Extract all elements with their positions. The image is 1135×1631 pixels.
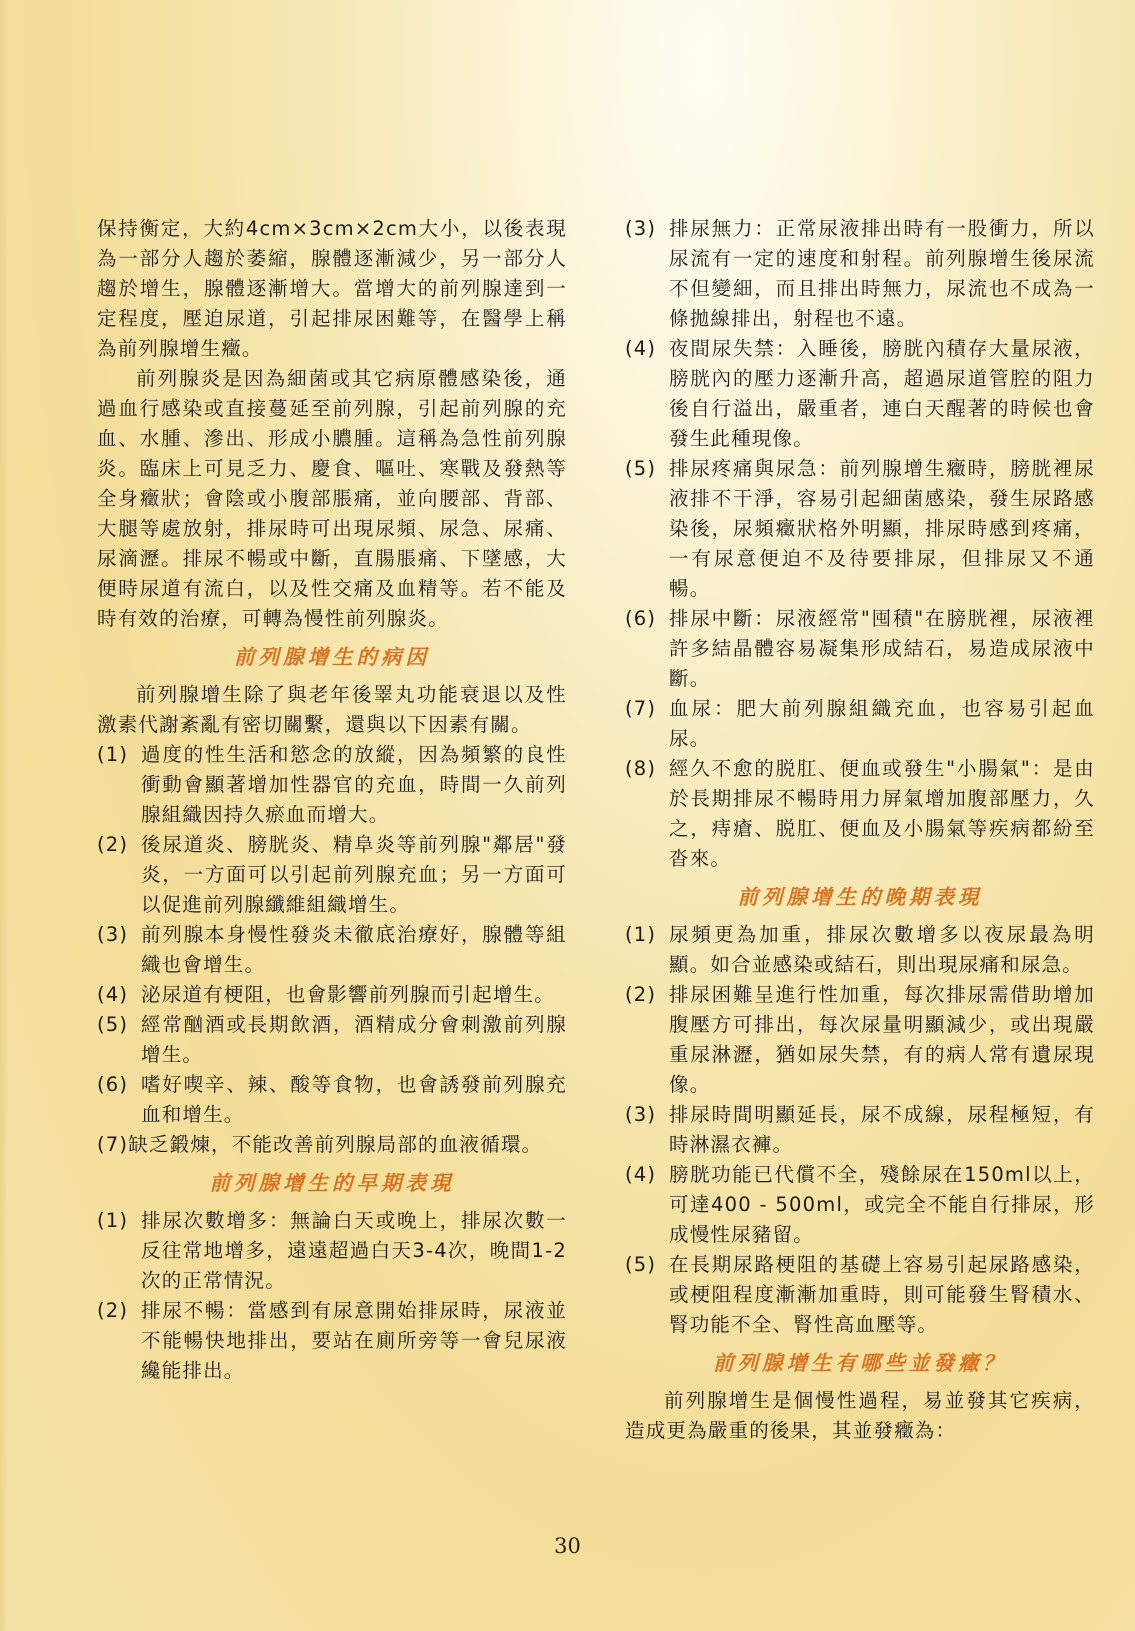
intro-paragraph: 保持衡定，大約4cm×3cm×2cm大小，以後表現為一部分人趨於萎縮，腺體逐漸減少，另一部分人趨於增生，腺體逐漸增大。當增大的前列腺達到一定程度，壓迫尿道，引起排尿困難等，在醫學上稱為前列腺增生癥。	[97, 217, 567, 360]
right-column	[625, 214, 1095, 1446]
item-number: (1)	[97, 743, 129, 766]
item-number: (7)	[625, 697, 657, 720]
list-item	[97, 1296, 567, 1386]
item-number: (7)	[97, 1133, 129, 1156]
item-number: (3)	[625, 1103, 657, 1126]
list-item	[97, 1070, 567, 1130]
list-item	[97, 1010, 567, 1070]
item-number: (3)	[625, 217, 657, 240]
early-symptoms-heading: 前列腺增生的早期表現	[209, 1171, 455, 1195]
causes-intro: 前列腺增生除了與老年後睪丸功能衰退以及性激素代謝紊亂有密切關繫，還與以下因素有關。	[97, 683, 567, 736]
late-symptoms-heading: 前列腺增生的晚期表現	[737, 885, 983, 909]
item-number: (6)	[97, 1073, 129, 1096]
item-number: (5)	[97, 1013, 129, 1036]
list-item	[97, 830, 567, 920]
item-number: (2)	[97, 1299, 129, 1322]
item-text: 前列腺本身慢性發炎未徹底治療好，腺體等組織也會增生。	[141, 923, 567, 976]
item-number: (5)	[625, 457, 657, 480]
item-text: 膀胱功能已代償不全，殘餘尿在150ml以上，可達400 - 500ml，或完全不能自行排尿，形成慢性尿豬留。	[669, 1163, 1095, 1246]
item-number: (4)	[625, 337, 657, 360]
left-column	[97, 214, 567, 1386]
page-edge	[0, 0, 8, 1631]
item-number: (6)	[625, 607, 657, 630]
item-number: (5)	[625, 1253, 657, 1276]
page-number: 30	[554, 1534, 581, 1558]
list-item	[625, 604, 1095, 694]
item-number: (4)	[625, 1163, 657, 1186]
list-item	[625, 1160, 1095, 1250]
list-item	[625, 214, 1095, 334]
item-number: (2)	[97, 833, 129, 856]
item-text: 排尿中斷：尿液經常"囤積"在膀胱裡，尿液裡許多結晶體容易凝集形成結石，易造成尿液中斷。	[669, 607, 1095, 690]
list-item	[97, 980, 567, 1010]
item-text: 缺乏鍛煉，不能改善前列腺局部的血液循環。	[128, 1133, 543, 1156]
item-text: 排尿次數增多：無論白天或晚上，排尿次數一反往常地增多，遠遠超過白天3-4次，晚間1-2次的正常情況。	[141, 1209, 567, 1292]
item-text: 後尿道炎、膀胱炎、精阜炎等前列腺"鄰居"發炎，一方面可以引起前列腺充血；另一方面可以促進前列腺纖維組織增生。	[141, 833, 567, 916]
prostatitis-paragraph: 前列腺炎是因為細菌或其它病原體感染後，通過血行感染或直接蔓延至前列腺，引起前列腺的充血、水腫、滲出、形成小膿腫。這稱為急性前列腺炎。臨床上可見乏力、慶食、嘔吐、寒戰及發熱等全身癥狀；會陰或小腹部脹痛，並向腰部、背部、大腿等處放射，排尿時可出現尿頻、尿急、尿痛、尿滴瀝。排尿不暢或中斷，直腸脹痛、下墜感，大便時尿道有流白，以及性交痛及血精等。若不能及時有效的治療，可轉為慢性前列腺炎。	[97, 367, 567, 630]
list-item	[625, 754, 1095, 874]
item-text: 排尿疼痛與尿急：前列腺增生癥時，膀胱裡尿液排不干淨，容易引起細菌感染，發生尿路感染後，尿頻癥狀格外明顯，排尿時感到疼痛，一有尿意便迫不及待要排尿，但排尿又不通暢。	[669, 457, 1095, 600]
item-text: 夜間尿失禁：入睡後，膀胱內積存大量尿液，膀胱內的壓力逐漸升高，超過尿道管腔的阻力後自行溢出，嚴重者，連白天醒著的時候也會發生此種現像。	[669, 337, 1095, 450]
item-number: (4)	[97, 983, 129, 1006]
item-text: 尿頻更為加重，排尿次數增多以夜尿最為明顯。如合並感染或結石，則出現尿痛和尿急。	[669, 923, 1095, 976]
list-item	[625, 980, 1095, 1100]
item-text: 在長期尿路梗阻的基礎上容易引起尿路感染，或梗阻程度漸漸加重時，則可能發生腎積水、腎功能不全、腎性高血壓等。	[669, 1253, 1095, 1336]
item-number: (2)	[625, 983, 657, 1006]
item-text: 泌尿道有梗阻，也會影響前列腺而引起增生。	[141, 983, 556, 1006]
list-item	[97, 920, 567, 980]
list-item	[625, 1100, 1095, 1160]
list-item	[625, 334, 1095, 454]
complications-paragraph: 前列腺增生是個慢性過程，易並發其它疾病，造成更為嚴重的後果，其並發癥為：	[625, 1389, 1095, 1442]
item-text: 嗜好喫辛、辣、酸等食物，也會誘發前列腺充血和增生。	[141, 1073, 567, 1126]
list-item	[97, 740, 567, 830]
item-text: 排尿時間明顯延長，尿不成線，尿程極短，有時淋濕衣褲。	[669, 1103, 1095, 1156]
item-number: (1)	[97, 1209, 129, 1232]
item-text: 排尿困難呈進行性加重，每次排尿需借助增加腹壓方可排出，每次尿量明顯減少，或出現嚴重尿淋瀝，猶如尿失禁，有的病人常有遺尿現像。	[669, 983, 1095, 1096]
item-text: 血尿：肥大前列腺組織充血，也容易引起血尿。	[669, 697, 1095, 750]
item-number: (8)	[625, 757, 657, 780]
causes-heading: 前列腺增生的病因	[234, 645, 430, 669]
item-text: 排尿無力：正常尿液排出時有一股衝力，所以尿流有一定的速度和射程。前列腺增生後尿流不但變細，而且排出時無力，尿流也不成為一條拋線排出，射程也不遠。	[669, 217, 1095, 330]
item-text: 排尿不暢：當感到有尿意開始排尿時，尿液並不能暢快地排出，要站在廁所旁等一會兒尿液纔能排出。	[141, 1299, 567, 1382]
item-text: 經久不愈的脱肛、便血或發生"小腸氣"：是由於長期排尿不暢時用力屏氣增加腹部壓力，久之，痔瘡、脱肛、便血及小腸氣等疾病都紛至沓來。	[669, 757, 1095, 870]
item-number: (1)	[625, 923, 657, 946]
item-number: (3)	[97, 923, 129, 946]
complications-heading: 前列腺增生有哪些並發癥？	[713, 1351, 1007, 1375]
item-text: 經常酗酒或長期飲酒，酒精成分會刺激前列腺增生。	[141, 1013, 567, 1066]
list-item	[625, 920, 1095, 980]
list-item	[625, 1250, 1095, 1340]
list-item	[97, 1130, 567, 1160]
list-item	[625, 694, 1095, 754]
list-item	[625, 454, 1095, 604]
item-text: 過度的性生活和慾念的放縱，因為頻繁的良性衝動會顯著增加性器官的充血，時間一久前列腺組織因持久瘀血而增大。	[141, 743, 567, 826]
list-item	[97, 1206, 567, 1296]
